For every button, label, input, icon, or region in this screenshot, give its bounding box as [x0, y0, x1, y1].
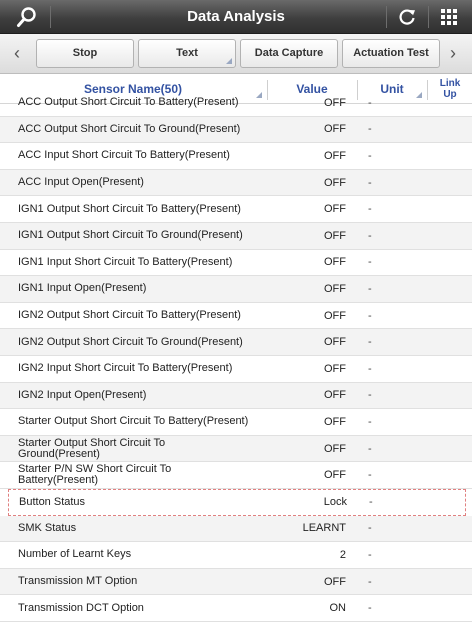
- refresh-button[interactable]: [390, 0, 424, 34]
- sensor-unit: -: [368, 602, 372, 615]
- table-row[interactable]: [0, 276, 472, 303]
- sensor-name: ACC Input Open(Present): [18, 176, 144, 189]
- sensor-unit: -: [368, 203, 372, 216]
- sensor-unit: -: [368, 309, 372, 322]
- sensor-name: Button Status: [19, 495, 86, 508]
- table-row[interactable]: [0, 250, 472, 277]
- sensor-value: OFF: [324, 309, 346, 322]
- table-row[interactable]: [0, 462, 472, 489]
- sensor-unit: -: [368, 256, 372, 269]
- sensor-value: OFF: [324, 469, 346, 482]
- sensor-value: OFF: [324, 256, 346, 269]
- sensor-name: Starter Output Short Circuit To Ground(Present): [18, 436, 166, 460]
- sensor-name: IGN2 Input Open(Present): [18, 388, 147, 401]
- sensor-value: OFF: [324, 362, 346, 375]
- refresh-icon: [397, 7, 417, 27]
- actuation-test-button[interactable]: Actuation Test: [342, 39, 440, 68]
- data-capture-button[interactable]: Data Capture: [240, 39, 338, 68]
- sensor-name: Starter Output Short Circuit To Battery(Present): [18, 415, 249, 428]
- table-row[interactable]: [0, 90, 472, 117]
- sensor-value: OFF: [324, 282, 346, 295]
- table-row[interactable]: [0, 409, 472, 436]
- sensor-value: OFF: [324, 389, 346, 402]
- menu-button[interactable]: [432, 0, 466, 34]
- sensor-name: Number of Learnt Keys: [18, 548, 132, 561]
- sensor-unit: -: [368, 362, 372, 375]
- table-row[interactable]: [0, 595, 472, 622]
- text-button[interactable]: Text: [138, 39, 236, 68]
- table-row[interactable]: [0, 170, 472, 197]
- stop-button[interactable]: Stop: [36, 39, 134, 68]
- table-row[interactable]: [0, 329, 472, 356]
- scroll-right-button[interactable]: [444, 39, 462, 68]
- sensor-unit: -: [368, 548, 372, 561]
- sensor-name: ACC Output Short Circuit To Ground(Present): [18, 122, 241, 135]
- column-header-unit[interactable]: Unit: [358, 74, 426, 104]
- sensor-unit: -: [368, 176, 372, 189]
- sensor-unit: -: [368, 123, 372, 136]
- table-row-selected[interactable]: [8, 489, 466, 516]
- scroll-left-button[interactable]: [8, 39, 26, 68]
- table-row[interactable]: [0, 383, 472, 410]
- sensor-name: Transmission MT Option: [18, 575, 138, 588]
- table-row[interactable]: [0, 303, 472, 330]
- sensor-name: IGN1 Output Short Circuit To Battery(Present): [18, 202, 241, 215]
- sensor-unit: -: [368, 575, 372, 588]
- dropdown-corner-icon: [226, 58, 232, 64]
- column-header-sensor-name[interactable]: Sensor Name(50): [0, 74, 266, 104]
- sensor-value: LEARNT: [302, 522, 346, 535]
- sensor-value: Lock: [323, 496, 347, 509]
- table-row[interactable]: [0, 143, 472, 170]
- sensor-unit: -: [368, 336, 372, 349]
- sensor-value: OFF: [324, 176, 346, 189]
- sensor-unit: -: [368, 282, 372, 295]
- table-row[interactable]: [0, 569, 472, 596]
- sensor-value: OFF: [324, 442, 346, 455]
- chevron-left-icon: ‹: [14, 43, 20, 63]
- sensor-value: OFF: [324, 229, 346, 242]
- table-row[interactable]: [0, 117, 472, 144]
- sensor-value: OFF: [324, 149, 346, 162]
- sensor-name: IGN2 Input Short Circuit To Battery(Present): [18, 362, 233, 375]
- sensor-value: OFF: [324, 336, 346, 349]
- sensor-name: IGN1 Input Open(Present): [18, 282, 147, 295]
- sensor-name: ACC Output Short Circuit To Battery(Present): [18, 96, 239, 109]
- table-row[interactable]: [0, 542, 472, 569]
- sensor-name: SMK Status: [18, 521, 77, 534]
- sensor-unit: -: [368, 96, 372, 109]
- column-header-link-up[interactable]: Link Up: [439, 78, 461, 100]
- sensor-table-body: [0, 96, 472, 630]
- sensor-unit: -: [368, 469, 372, 482]
- sensor-value: OFF: [324, 203, 346, 216]
- toolbar: [0, 34, 472, 74]
- sensor-value: 2: [339, 548, 346, 561]
- title-separator: [386, 6, 387, 28]
- title-bar: [0, 0, 472, 34]
- column-header-value[interactable]: Value: [296, 82, 328, 96]
- sensor-value: OFF: [324, 575, 346, 588]
- sensor-value: ON: [329, 602, 346, 615]
- table-row[interactable]: [0, 196, 472, 223]
- sensor-value: OFF: [324, 415, 346, 428]
- grid-menu-icon: [440, 8, 458, 26]
- sensor-unit: -: [369, 496, 373, 509]
- sensor-unit: -: [368, 149, 372, 162]
- sensor-name: IGN1 Output Short Circuit To Ground(Present): [18, 229, 243, 242]
- sensor-unit: -: [368, 389, 372, 402]
- sensor-name: IGN2 Output Short Circuit To Ground(Present): [18, 335, 243, 348]
- sensor-unit: -: [368, 415, 372, 428]
- table-row[interactable]: [0, 436, 472, 463]
- sensor-name: Transmission DCT Option: [18, 601, 144, 614]
- chevron-right-icon: ›: [450, 43, 456, 63]
- table-row[interactable]: [0, 356, 472, 383]
- sensor-unit: -: [368, 229, 372, 242]
- sensor-name: ACC Input Short Circuit To Battery(Present): [18, 149, 230, 162]
- sensor-name: IGN2 Output Short Circuit To Battery(Present): [18, 309, 241, 322]
- window-title: Data Analysis: [187, 8, 285, 25]
- table-row[interactable]: [0, 516, 472, 543]
- sensor-value: OFF: [324, 96, 346, 109]
- sensor-name: Starter P/N SW Short Circuit To Battery(Present): [18, 463, 172, 487]
- title-separator: [428, 6, 429, 28]
- sensor-name: IGN1 Input Short Circuit To Battery(Present): [18, 255, 233, 268]
- sensor-value: OFF: [324, 123, 346, 136]
- table-row[interactable]: [0, 223, 472, 250]
- sensor-unit: -: [368, 522, 372, 535]
- sensor-unit: -: [368, 442, 372, 455]
